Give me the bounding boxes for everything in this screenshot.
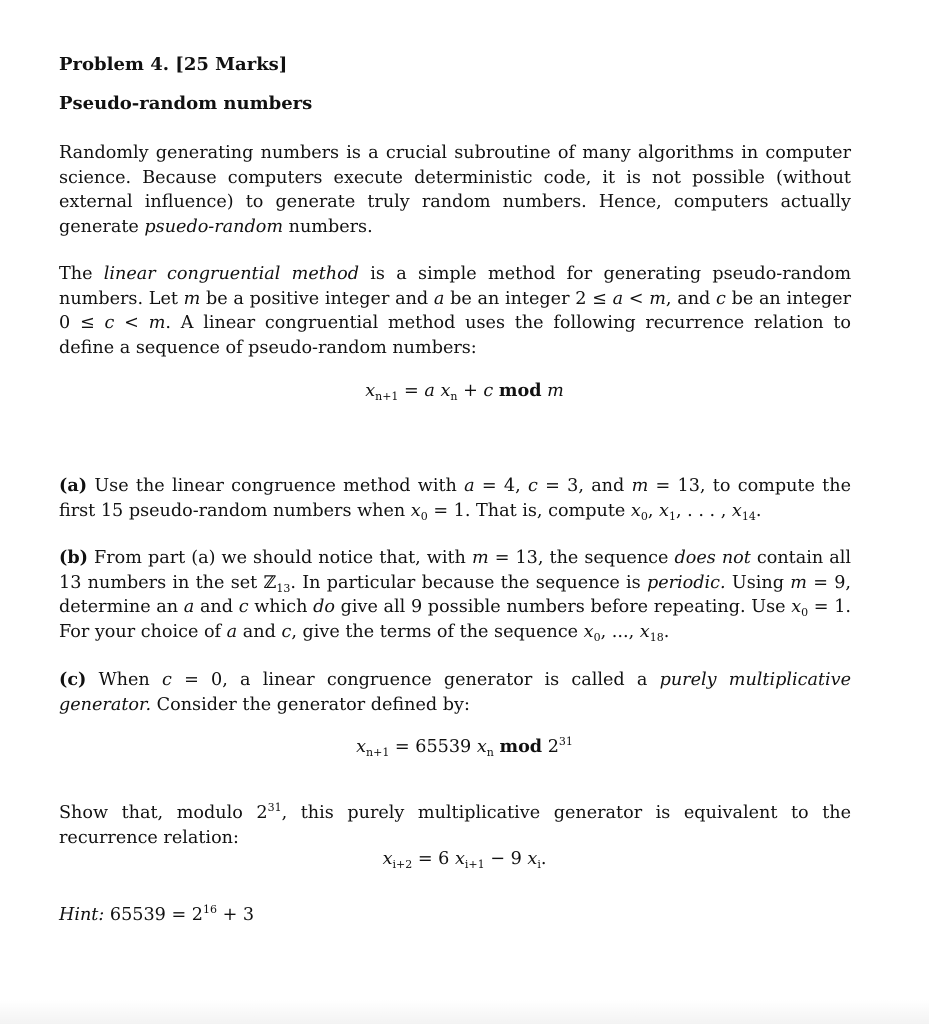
problem-number: Problem 4.: [59, 54, 170, 75]
problem-marks: [25 Marks]: [175, 54, 288, 75]
recurrence-equation: $x_{n+1} = a$ $x_n + c$ mod m: [365, 380, 564, 403]
problem-subtitle: Pseudo-random numbers: [59, 93, 313, 114]
part-a-paragraph: (a) Use the linear congruence method with a = 4, c = 3, and m = 13, to compute the first 15 pseudo-random numbers when $x_0 = 1$. That is, compute $x_0$, $x_1$, . . . , $x_{14}$.: [59, 475, 851, 523]
page-bottom-shadow: [0, 1000, 929, 1024]
intro-paragraph: Randomly generating numbers is a crucial subroutine of many algorithms in computer science. Because computers execute deterministic code, it is not possible (without external influence) to generate truly random numbers. Hence, computers actually generate psuedo-random numbers.: [59, 143, 851, 237]
show-paragraph: Show that, modulo $2^{31}$, this purely multiplicative generator is equivalent to the recurrence relation:: [59, 801, 852, 848]
part-c-paragraph: (c) When c = 0, a linear congruence generator is called a purely multiplicative generator. Consider the generator defined by:: [59, 669, 852, 715]
target-recurrence-equation: $x_{i+2} = 6$ $x_{i+1} - 9$ $x_i$.: [382, 849, 547, 871]
hint-line: Hint: $65539 = 2^{16} + 3$: [59, 903, 255, 925]
part-b-paragraph: (b) From part (a) we should notice that, with m = 13, the sequence does not contain all 13 numbers in the set ℤ$_{13}$. In particular because the sequence is periodic. Using m = 9, determine an a and c which do give all 9 possible numbers before repeating. Use $x_0 = 1$. For your choice of a and c, give the terms of the sequence $x_0$, ..., $x_{18}$.: [59, 547, 851, 644]
lcm-paragraph: The linear congruential method is a simple method for generating pseudo-random numbers. Let m be a positive integer and a be an integer 2 ≤ a < m, and c be an integer 0 ≤ c < m. A linear congruential method uses the following recurrence relation to define a sequence of pseudo-random numbers:: [59, 264, 851, 358]
multiplicative-equation: $x_{n+1} = 65539$ $x_n$ mod $2^{31}$: [356, 735, 573, 759]
problem-title: [59, 54, 287, 75]
